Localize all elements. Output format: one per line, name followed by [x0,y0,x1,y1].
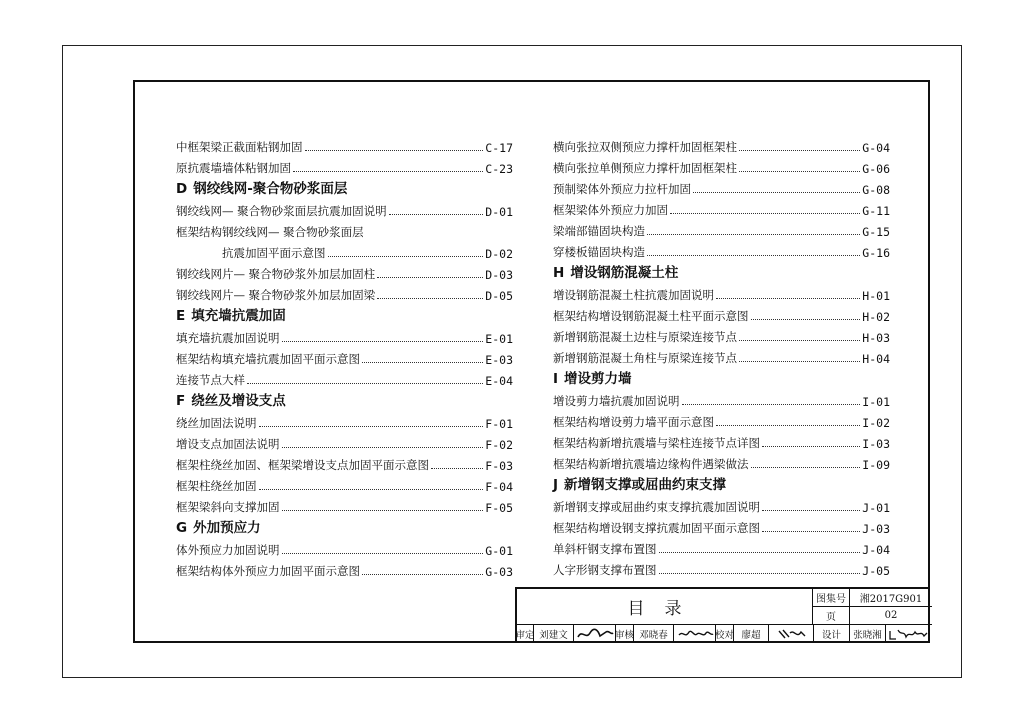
toc-entry-title: 新增钢筋混凝土边柱与原梁连接节点 [553,330,737,344]
toc-entry-code: G-03 [485,565,513,579]
section-title: 钢绞线网-聚合物砂浆面层 [193,181,348,197]
toc-entry [553,303,890,324]
dot-leader [282,447,484,448]
dot-leader [247,383,483,384]
toc-entry-code: D-01 [485,205,513,219]
dot-leader [647,255,860,256]
toc-entry-title: 预制梁体外预应力拉杆加固 [553,182,691,196]
design-label: 设计 [814,625,850,643]
dot-leader [716,298,860,299]
toc-entry-title: 新增钢筋混凝土角柱与原梁连接节点 [553,351,737,365]
toc-entry-code: I-01 [862,395,890,409]
toc-entry [176,558,513,579]
toc-entry [176,431,513,452]
toc-entry [176,198,513,219]
toc-entry-code: G-11 [862,204,890,218]
toc-entry-title: 体外预应力加固说明 [176,543,280,557]
dot-leader [762,446,860,447]
dot-leader [739,340,860,341]
toc-entry-title: 绕丝加固法说明 [176,416,257,430]
toc-entry-title: 梁端部锚固块构造 [553,224,645,238]
toc-entry-title: 连接节点大样 [176,373,245,387]
section-heading [176,303,513,325]
toc-entry [176,473,513,494]
check-signature [674,625,716,643]
proof-label: 校对 [716,625,734,643]
dot-leader [670,213,860,214]
section-title: 增设钢筋混凝土柱 [570,265,679,281]
dot-leader [659,552,861,553]
section-title: 绕丝及增设支点 [191,393,286,409]
toc-entry-title: 横向张拉单侧预应力撑杆加固框架柱 [553,161,737,175]
dot-leader [716,425,860,426]
toc-entry-code: E-03 [485,353,513,367]
toc-entry-code: J-03 [862,522,890,536]
toc-entry-code: H-04 [862,352,890,366]
toc-entry [176,240,513,261]
toc-entry-title: 横向张拉双侧预应力撑杆加固框架柱 [553,140,737,154]
toc-entry-code: H-01 [862,289,890,303]
toc-entry-code: D-03 [485,268,513,282]
toc-entry [176,261,513,282]
toc-entry-title: 新增钢支撑或屈曲约束支撑抗震加固说明 [553,500,760,514]
section-heading [553,260,890,282]
toc-entry-code: I-03 [862,437,890,451]
toc-entry-title: 钢绞线网— 聚合物砂浆面层抗震加固说明 [176,204,387,218]
signature-row [517,625,930,643]
title-block-title: 目录 [517,589,813,625]
toc-entry-title: 钢绞线网片— 聚合物砂浆外加层加固柱 [176,267,376,281]
dot-leader [305,150,484,151]
toc-entry [176,346,513,367]
toc-entry [553,218,890,239]
toc-entry [553,155,890,176]
dot-leader [259,426,484,427]
toc-entry [176,282,513,303]
dot-leader [431,468,483,469]
review-name: 刘建文 [534,625,574,643]
section-letter: I [553,371,559,387]
dot-leader [362,362,483,363]
toc-entry-code: G-06 [862,162,890,176]
toc-entry-title: 增设钢筋混凝土柱抗震加固说明 [553,288,714,302]
design-name: 张晓湘 [850,625,886,643]
toc-entry-code: F-01 [485,417,513,431]
toc-entry [553,451,890,472]
toc-entry-code: J-04 [862,543,890,557]
toc-entry-code: J-01 [862,501,890,515]
toc-entry-code: G-04 [862,141,890,155]
toc-entry-code: E-01 [485,332,513,346]
toc-entry [553,282,890,303]
toc-entry-code: C-17 [485,141,513,155]
page-number: 02 [850,607,932,625]
dot-leader [739,150,860,151]
section-title: 填充墙抗震加固 [191,308,286,324]
dot-leader [282,553,484,554]
toc-entry [176,410,513,431]
design-signature [886,625,930,643]
section-title: 增设剪力墙 [564,371,632,387]
toc-entry-title: 框架柱绕丝加固、框架梁增设支点加固平面示意图 [176,458,429,472]
section-heading [176,176,513,198]
toc-entry-code: C-23 [485,162,513,176]
toc-entry [553,197,890,218]
toc-entry-title: 框架结构增设剪力墙平面示意图 [553,415,714,429]
toc-entry [176,155,513,176]
toc-entry-code: G-08 [862,183,890,197]
dot-leader [328,256,484,257]
toc-entry-title: 框架结构填充墙抗震加固平面示意图 [176,352,360,366]
atlas-number-label: 图集号 [813,589,850,607]
proof-name: 廖超 [734,625,769,643]
dot-leader [282,341,484,342]
toc-entry [553,239,890,260]
section-letter: F [176,393,186,409]
toc-entry [176,494,513,515]
toc-entry [553,388,890,409]
dot-leader [647,234,860,235]
section-letter: D [176,181,188,197]
check-name: 邓晓春 [634,625,674,643]
section-letter: G [176,520,188,536]
toc-entry [553,409,890,430]
toc-entry [176,452,513,473]
toc-entry-line: 框架结构钢绞线网— 聚合物砂浆面层 [176,225,364,239]
dot-leader [293,171,483,172]
toc-entry [553,176,890,197]
toc-entry-title: 框架结构新增抗震墙边缘构件遇梁做法 [553,457,749,471]
toc-entry-title: 框架梁体外预应力加固 [553,203,668,217]
dot-leader [739,361,860,362]
toc-entry [553,345,890,366]
dot-leader [377,277,483,278]
toc-entry-code: G-15 [862,225,890,239]
toc-entry-title: 钢绞线网片— 聚合物砂浆外加层加固梁 [176,288,376,302]
toc-entry-code: D-02 [485,247,513,261]
toc-entry-title: 穿楼板锚固块构造 [553,245,645,259]
toc-entry [553,536,890,557]
toc-entry [176,537,513,558]
dot-leader [739,171,860,172]
section-letter: E [176,308,186,324]
toc-entry-title: 框架柱绕丝加固 [176,479,257,493]
dot-leader [362,574,483,575]
toc-entry-code: G-01 [485,544,513,558]
toc-entry [553,134,890,155]
toc-entry-code: F-04 [485,480,513,494]
toc-entry-code: I-02 [862,416,890,430]
toc-entry-code: E-04 [485,374,513,388]
review-label: 审定 [517,625,534,643]
toc-entry-title: 单斜杆钢支撑布置图 [553,542,657,556]
toc-entry-title: 框架结构增设钢筋混凝土柱平面示意图 [553,309,749,323]
section-heading [553,366,890,388]
proof-signature [769,625,814,643]
toc-right-column [553,134,890,578]
section-letter: J [553,477,559,493]
toc-entry-code: J-05 [862,564,890,578]
page-label: 页 [813,607,850,625]
toc-entry-code: F-05 [485,501,513,515]
toc-entry-code: F-02 [485,438,513,452]
toc-entry-code: H-02 [862,310,890,324]
title-block [515,587,930,643]
dot-leader [659,573,861,574]
section-title: 新增钢支撑或屈曲约束支撑 [564,477,727,493]
toc-entry [553,430,890,451]
toc-entry-code: G-16 [862,246,890,260]
toc-entry [553,515,890,536]
toc-entry-title: 抗震加固平面示意图 [222,246,326,260]
dot-leader [377,298,483,299]
toc-entry-code: F-03 [485,459,513,473]
toc-entry-title: 框架梁斜向支撑加固 [176,500,280,514]
toc-entry-title: 中框架梁正截面粘钢加固 [176,140,303,154]
toc-entry-title: 填充墙抗震加固说明 [176,331,280,345]
toc-entry [553,494,890,515]
section-letter: H [553,265,565,281]
toc-entry-title: 增设剪力墙抗震加固说明 [553,394,680,408]
check-label: 审核 [616,625,634,643]
toc-entry-code: D-05 [485,289,513,303]
section-title: 外加预应力 [193,520,261,536]
dot-leader [693,192,860,193]
toc-entry [176,367,513,388]
dot-leader [762,510,860,511]
toc-entry [553,557,890,578]
toc-entry-title: 人字形钢支撑布置图 [553,563,657,577]
toc-left-column [176,134,513,579]
dot-leader [762,531,860,532]
atlas-number: 湘2017G901 [850,589,932,607]
dot-leader [751,319,861,320]
toc-entry-title: 框架结构增设钢支撑抗震加固平面示意图 [553,521,760,535]
review-signature [574,625,616,643]
dot-leader [282,510,484,511]
toc-entry-code: H-03 [862,331,890,345]
toc-entry-title: 框架结构体外预应力加固平面示意图 [176,564,360,578]
toc-entry [553,324,890,345]
toc-entry-title: 框架结构新增抗震墙与梁柱连接节点详图 [553,436,760,450]
toc-entry-title: 原抗震墙墙体粘钢加固 [176,161,291,175]
dot-leader [389,214,484,215]
section-heading [176,388,513,410]
dot-leader [259,489,484,490]
toc-entry [176,325,513,346]
section-heading [176,515,513,537]
toc-entry-code: I-09 [862,458,890,472]
section-heading [553,472,890,494]
dot-leader [682,404,861,405]
toc-entry-title: 增设支点加固法说明 [176,437,280,451]
dot-leader [751,467,861,468]
toc-entry [176,134,513,155]
